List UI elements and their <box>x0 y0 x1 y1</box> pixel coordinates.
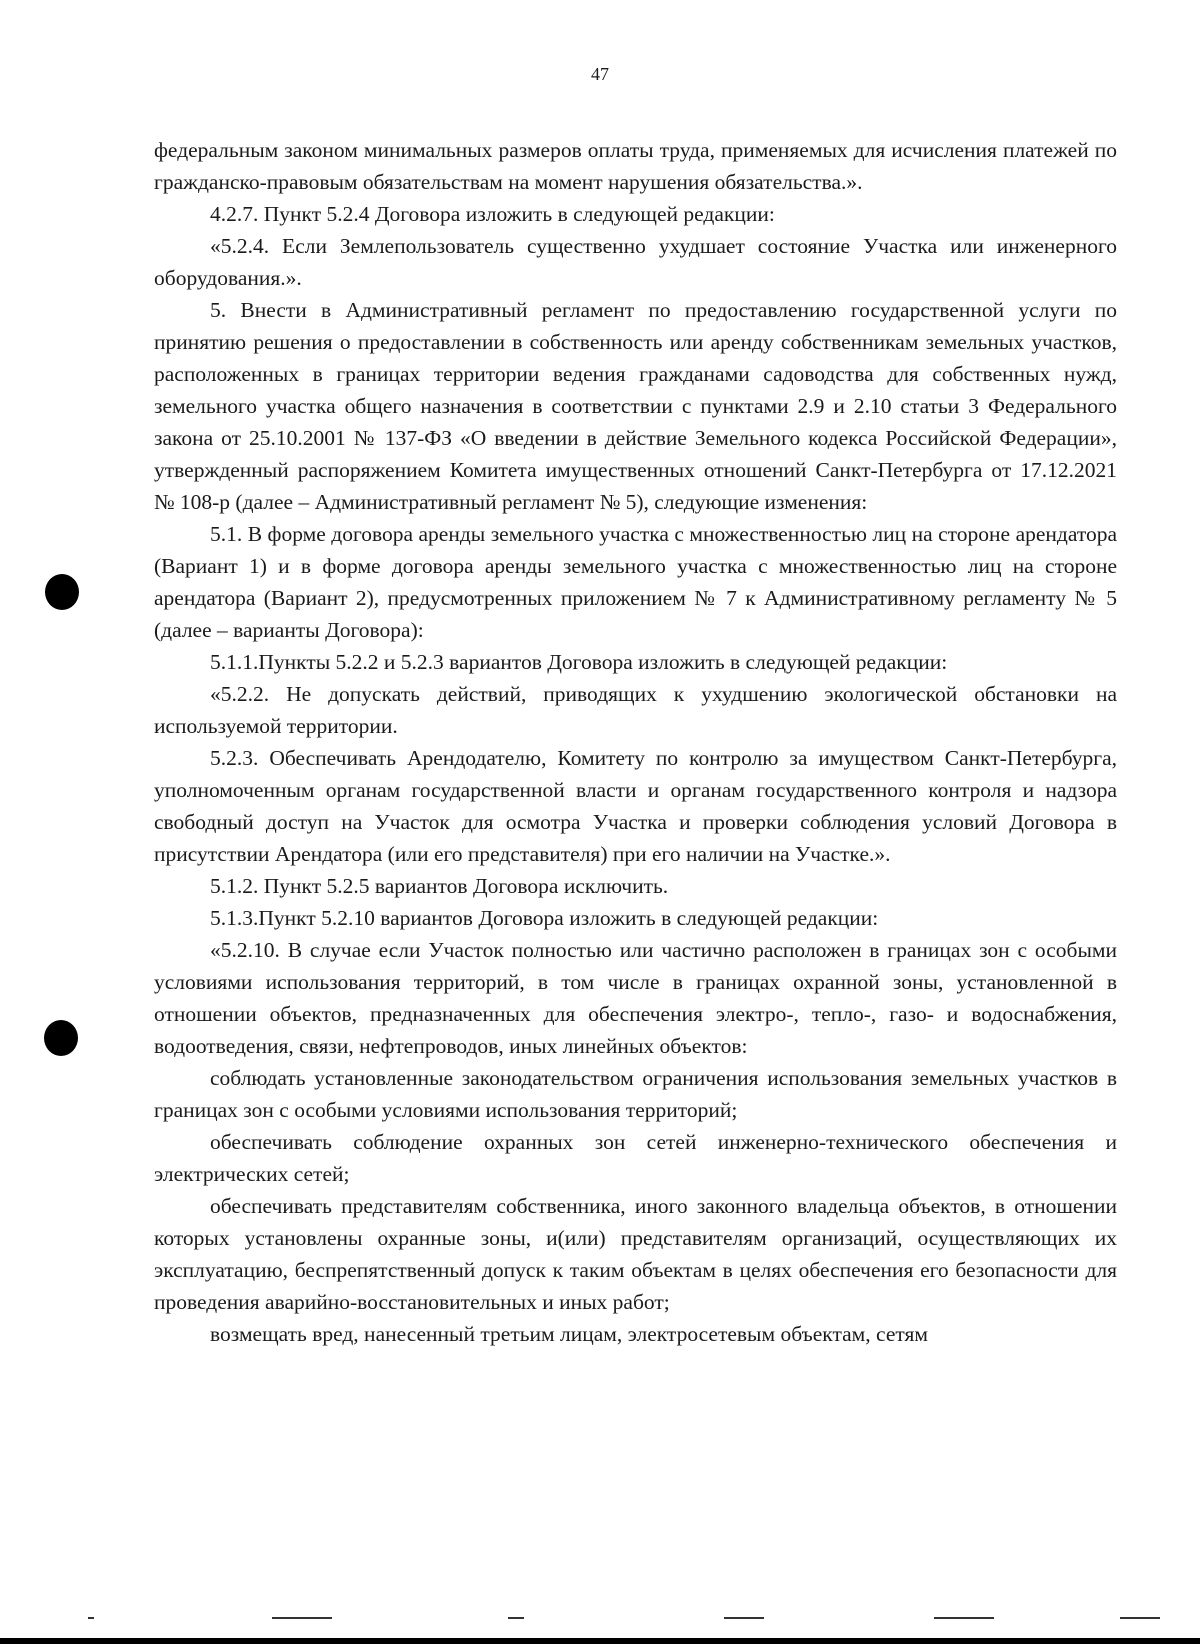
binder-hole-mark <box>45 574 79 610</box>
binder-hole-mark <box>44 1020 78 1056</box>
paragraph-obligation-1: соблюдать установленные законодательством ограничения использования земельных участков в границах зон с особыми условиями использования территорий; <box>154 1066 1117 1122</box>
scan-artifact <box>88 1617 94 1619</box>
page-number: 47 <box>591 64 609 84</box>
scan-edge <box>0 1638 1200 1644</box>
scan-artifact <box>724 1617 764 1619</box>
paragraph-5-2-4-quote: «5.2.4. Если Землепользователь существенно ухудшает состояние Участка или инженерного оборудования.». <box>154 234 1117 290</box>
scan-artifact <box>1120 1617 1160 1619</box>
paragraph-obligation-2: обеспечивать соблюдение охранных зон сетей инженерно-технического обеспечения и электрических сетей; <box>154 1130 1117 1186</box>
paragraph-obligation-3: обеспечивать представителям собственника, иного законного владельца объектов, в отношении которых установлены охранные зоны, и(или) представителям организаций, осуществляющих их эксплуатацию, беспрепятственный допуск к таким объектам в целях обеспечения его безопасности для проведения аварийно-восстановительных и иных работ; <box>154 1194 1117 1314</box>
scan-artifact <box>508 1617 524 1619</box>
paragraph-5-1: 5.1. В форме договора аренды земельного участка с множественностью лиц на стороне арендатора (Вариант 1) и в форме договора аренды земельного участка с множественностью лиц на стороне арендатора (Вариант 2), предусмотренных приложением № 7 к Административному регламенту № 5 (далее – варианты Договора): <box>154 522 1117 642</box>
paragraph-5-1-2: 5.1.2. Пункт 5.2.5 вариантов Договора исключить. <box>210 874 669 898</box>
paragraph-5-1-3: 5.1.3.Пункт 5.2.10 вариантов Договора изложить в следующей редакции: <box>210 906 879 930</box>
paragraph-4-2-7: 4.2.7. Пункт 5.2.4 Договора изложить в следующей редакции: <box>210 202 775 226</box>
document-body <box>154 134 1117 1350</box>
paragraph-5-1-1: 5.1.1.Пункты 5.2.2 и 5.2.3 вариантов Договора изложить в следующей редакции: <box>210 650 948 674</box>
paragraph-5: 5. Внести в Административный регламент по предоставлению государственной услуги по принятию решения о предоставлении в собственность или аренду собственникам земельных участков, расположенных в границах территории ведения гражданами садоводства для собственных нужд, земельного участка общего назначения в соответствии с пунктами 2.9 и 2.10 статьи 3 Федерального закона от 25.10.2001 № 137-ФЗ «О введении в действие Земельного кодекса Российской Федерации», утвержденный распоряжением Комитета имущественных отношений Санкт-Петербурга от 17.12.2021 № 108-р (далее – Административный регламент № 5), следующие изменения: <box>154 298 1117 514</box>
paragraph-5-2-10-quote: «5.2.10. В случае если Участок полностью или частично расположен в границах зон с особыми условиями использования территорий, в том числе в границах охранной зоны, установленной в отношении объектов, предназначенных для обеспечения электро-, тепло-, газо- и водоснабжения, водоотведения, связи, нефтепроводов, иных линейных объектов: <box>154 938 1117 1058</box>
paragraph-obligation-4: возмещать вред, нанесенный третьим лицам, электросетевым объектам, сетям <box>210 1322 928 1346</box>
paragraph-5-2-2-quote: «5.2.2. Не допускать действий, приводящих к ухудшению экологической обстановки на используемой территории. <box>154 682 1117 738</box>
scan-artifact <box>272 1617 332 1619</box>
paragraph-5-2-3-quote: 5.2.3. Обеспечивать Арендодателю, Комитету по контролю за имуществом Санкт-Петербурга, уполномоченным органам государственной власти и органам государственного контроля и надзора свободный доступ на Участок для осмотра Участка и проверки соблюдения условий Договора в присутствии Арендатора (или его представителя) при его наличии на Участке.». <box>154 746 1117 866</box>
scan-artifact <box>934 1617 994 1619</box>
paragraph-continuation: федеральным законом минимальных размеров оплаты труда, применяемых для исчисления платежей по гражданско-правовым обязательствам на момент нарушения обязательства.». <box>154 138 1117 194</box>
